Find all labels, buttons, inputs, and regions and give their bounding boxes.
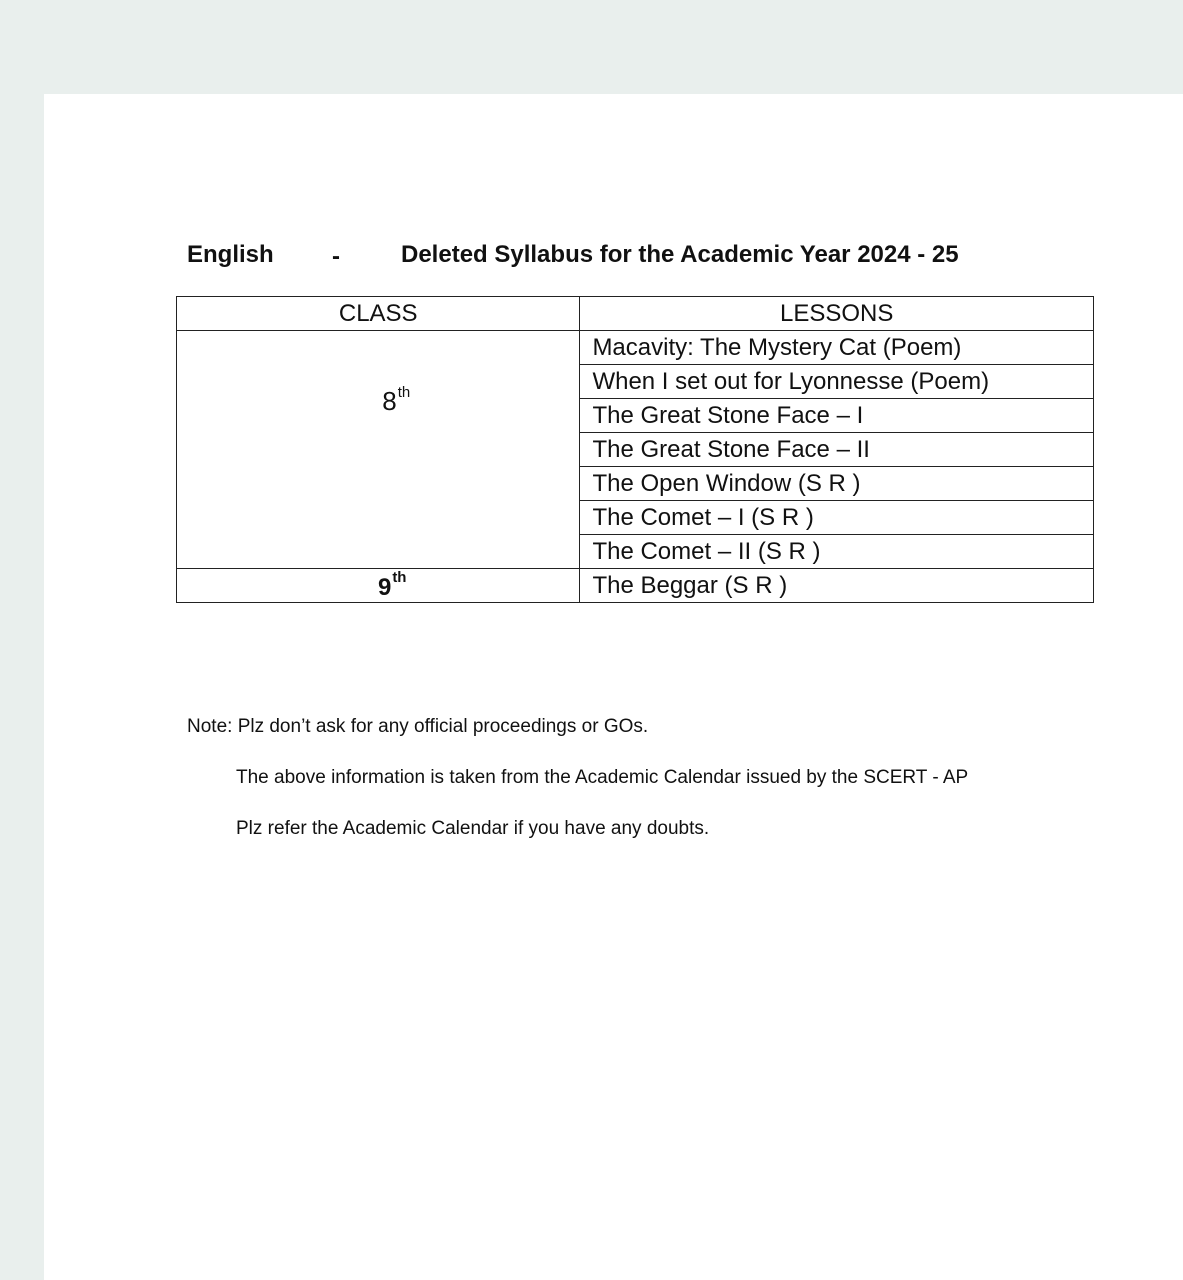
lesson-cell: The Great Stone Face – II: [580, 433, 1094, 467]
lesson-cell: The Comet – II (S R ): [580, 535, 1094, 569]
lesson-cell: The Comet – I (S R ): [580, 501, 1094, 535]
lessons-column-header: LESSONS: [580, 297, 1094, 331]
class-8-number: 8: [382, 386, 397, 416]
table-row: [177, 331, 1094, 365]
info-text: The above information is taken from the Academic Calendar issued by the SCERT - AP: [236, 767, 969, 788]
subject-heading: English: [187, 241, 274, 268]
lesson-cell: Macavity: The Mystery Cat (Poem): [580, 331, 1094, 365]
refer-text: Plz refer the Academic Calendar if you have any doubts.: [236, 818, 710, 839]
class-column-header: CLASS: [177, 297, 580, 331]
syllabus-table: [176, 296, 1094, 603]
table-row: [177, 569, 1094, 603]
note-text: Note: Plz don’t ask for any official proceedings or GOs.: [187, 716, 649, 737]
class-9-cell: [177, 569, 580, 603]
lesson-cell: The Open Window (S R ): [580, 467, 1094, 501]
page-title: Deleted Syllabus for the Academic Year 2024 - 25: [401, 241, 959, 268]
heading-dash: -: [332, 243, 340, 270]
lesson-cell: The Beggar (S R ): [580, 569, 1094, 603]
class-8-suffix: th: [397, 384, 411, 401]
class-8-cell: [177, 331, 580, 569]
document-page: [44, 94, 1183, 1280]
class-9-suffix: th: [392, 569, 407, 586]
lesson-cell: The Great Stone Face – I: [580, 399, 1094, 433]
lesson-cell: When I set out for Lyonnesse (Poem): [580, 365, 1094, 399]
class-9-number: 9: [377, 574, 392, 601]
table-header-row: [177, 297, 1094, 331]
